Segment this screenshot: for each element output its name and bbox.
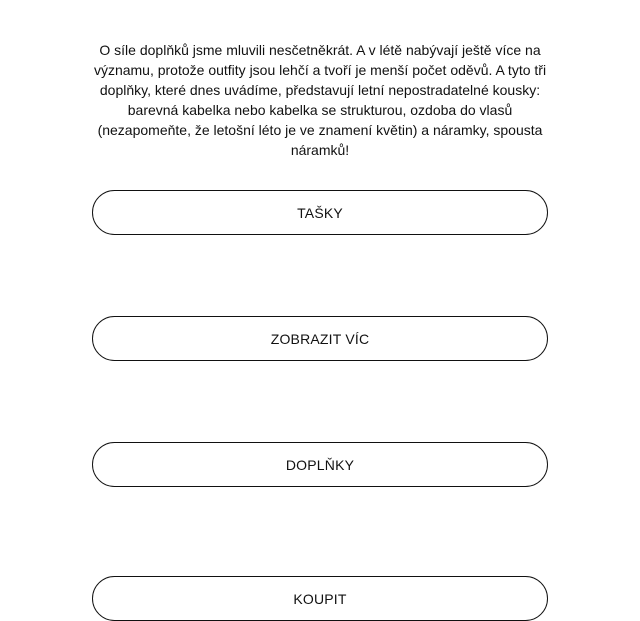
bags-button[interactable]: TAŠKY xyxy=(92,190,548,235)
buy-button[interactable]: KOUPIT xyxy=(92,576,548,621)
show-more-button[interactable]: ZOBRAZIT VÍC xyxy=(92,316,548,361)
accessories-button[interactable]: DOPLŇKY xyxy=(92,442,548,487)
intro-paragraph: O síle doplňků jsme mluvili nesčetněkrát. A v létě nabývají ještě více na významu, protože outfity jsou lehčí a tvoří je menší počet oděvů. A tyto tři doplňky, které dnes uvádíme, představují letní nepostradatelné kousky: barevná kabelka nebo kabelka se strukturou, ozdoba do vlasů (nezapomeňte, že letošní léto je ve znamení květin) a náramky, spousta náramků! xyxy=(93,42,547,158)
